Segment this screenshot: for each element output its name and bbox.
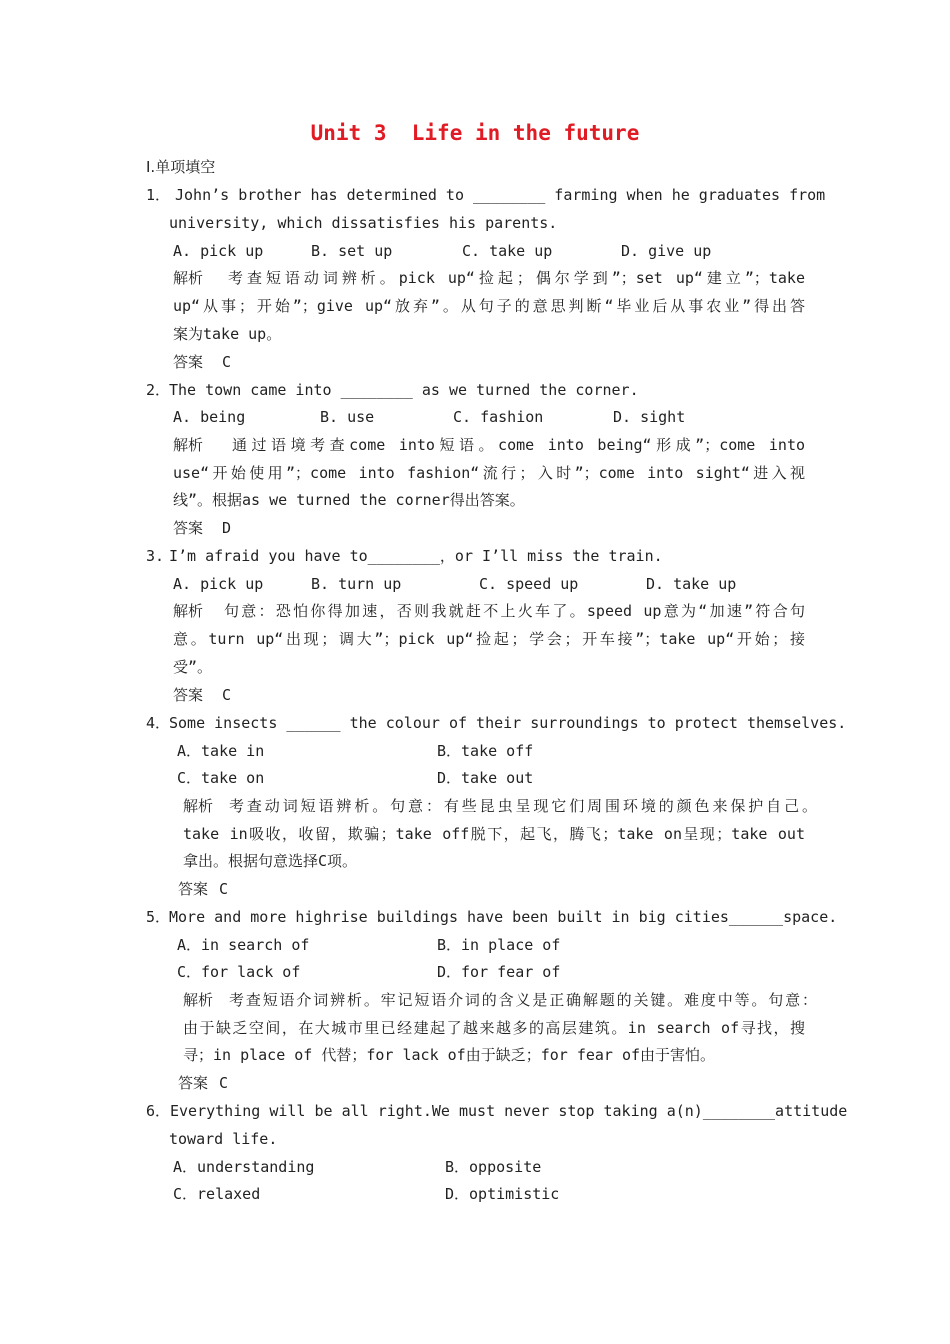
question-stem: The town came into ________ as we turned the corner. (169, 381, 639, 399)
option-c: C. speed up (479, 575, 579, 593)
analysis-label: 解析 (183, 991, 214, 1009)
question-number: 6． (146, 1102, 171, 1120)
analysis-label: 解析 (173, 269, 204, 287)
analysis-text: 句意：恐怕你得加速，否则我就赶不上火车了。speed up意为“加速”符合句 (224, 602, 805, 620)
option-a: A. being (173, 408, 246, 426)
analysis-text: 寻；in place of 代替；for lack of由于缺乏；for fear of由于害怕。 (183, 1046, 716, 1064)
option-a: A. pick up (173, 242, 264, 260)
option-b: B. set up (311, 242, 393, 260)
section-heading: Ⅰ.单项填空 (146, 158, 216, 176)
answer-label: 答案 (178, 1074, 209, 1092)
answer-label: 答案 (173, 353, 204, 371)
option-d: D．for fear of (437, 963, 561, 981)
question-stem: toward life. (169, 1130, 278, 1148)
option-b: B．in place of (437, 936, 561, 954)
option-d: D．take out (437, 769, 534, 787)
answer-label: 答案 (173, 519, 204, 537)
option-d: D. take up (646, 575, 737, 593)
analysis-text: 线”。根据as we turned the corner得出答案。 (173, 491, 525, 509)
analysis-text: use“开始使用”；come into fashion“流行；入时”；come into sight“进入视 (173, 464, 805, 482)
answer-value: C (222, 686, 232, 704)
option-d: D. sight (613, 408, 686, 426)
option-b: B．opposite (445, 1158, 542, 1176)
analysis-label: 解析 (173, 436, 204, 454)
option-b: B. use (320, 408, 375, 426)
option-c: C．relaxed (173, 1185, 261, 1203)
analysis-text: 考查短语动词辨析。pick up“捡起；偶尔学到”；set up“建立”；take (228, 269, 805, 287)
analysis-text: 由于缺乏空间，在大城市里已经建起了越来越多的高层建筑。in search of寻找，搜 (183, 1019, 805, 1037)
option-c: C．for lack of (177, 963, 301, 981)
analysis-text: 受”。 (173, 658, 213, 676)
answer-value: D (222, 519, 232, 537)
option-a: A. pick up (173, 575, 264, 593)
analysis-label: 解析 (183, 797, 214, 815)
option-d: D．optimistic (445, 1185, 560, 1203)
analysis-text: 拿出。根据句意选择C项。 (183, 852, 358, 870)
answer-label: 答案 (178, 880, 209, 898)
option-b: B．take off (437, 742, 534, 760)
option-a: A．in search of (177, 936, 310, 954)
question-number: 1． (146, 186, 171, 204)
option-a: A．take in (177, 742, 265, 760)
question-stem: Some insects ______ the colour of their surroundings to protect themselves. (169, 714, 847, 732)
question-stem: More and more highrise buildings have been built in big cities______space. (169, 908, 838, 926)
answer-value: C (222, 353, 232, 371)
option-d: D. give up (621, 242, 712, 260)
question-number: 5． (146, 908, 171, 926)
question-stem: I’m afraid you have to________，or I’ll miss the train. (169, 547, 663, 565)
question-stem: Everything will be all right.We must never stop taking a(n)________attitude (170, 1102, 848, 1120)
analysis-text: 考查短语介词辨析。牢记短语介词的含义是正确解题的关键。难度中等。句意： (229, 991, 817, 1009)
question-stem: John’s brother has determined to ________ farming when he graduates from (175, 186, 826, 204)
question-number: 3. (146, 547, 165, 565)
page-title: Unit 3 Life in the future (310, 121, 640, 145)
option-c: C．take on (177, 769, 265, 787)
question-number: 4． (146, 714, 171, 732)
question-number: 2． (146, 381, 171, 399)
analysis-text: 考查动词短语辨析。句意：有些昆虫呈现它们周围环境的颜色来保护自己。 (229, 797, 817, 815)
option-a: A．understanding (173, 1158, 315, 1176)
analysis-text: take in吸收，收留，欺骗；take off脱下，起飞，腾飞；take on呈现；take out (183, 825, 805, 843)
answer-label: 答案 (173, 686, 204, 704)
answer-value: C (219, 1074, 229, 1092)
analysis-text: 通过语境考查come into短语。come into being“形成”；come into (232, 436, 805, 454)
analysis-text: 意。turn up“出现；调大”；pick up“捡起；学会；开车接”；take up“开始；接 (173, 630, 805, 648)
analysis-label: 解析 (173, 602, 204, 620)
analysis-text: 案为take up。 (173, 325, 282, 343)
answer-value: C (219, 880, 229, 898)
option-b: B. turn up (311, 575, 402, 593)
question-stem: university, which dissatisfies his parents. (169, 214, 558, 232)
analysis-text: up“从事；开始”；give up“放弃”。从句子的意思判断“毕业后从事农业”得出答 (173, 297, 805, 315)
option-c: C. take up (462, 242, 553, 260)
option-c: C. fashion (453, 408, 544, 426)
